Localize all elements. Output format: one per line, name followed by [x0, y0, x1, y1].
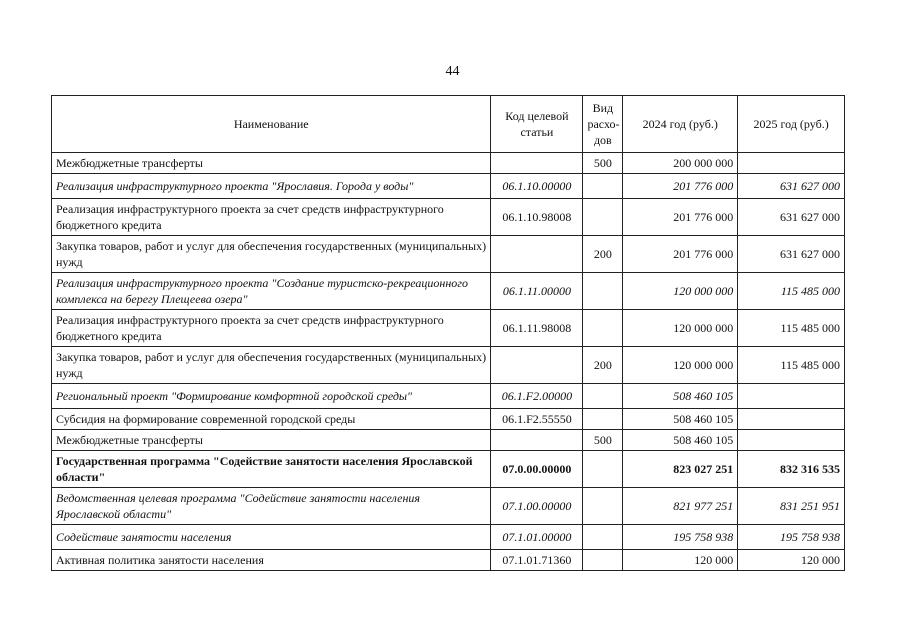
table-row [52, 550, 845, 571]
cell-name: Реализация инфраструктурного проекта за счет средств инфраструктурного бюджетного кредита [52, 199, 491, 236]
cell-amount-2024: 821 977 251 [623, 488, 738, 525]
cell-amount-2024: 120 000 000 [623, 273, 738, 310]
cell-amount-2024: 120 000 000 [623, 347, 738, 384]
cell-code: 06.1.10.98008 [491, 199, 583, 236]
cell-amount-2025: 831 251 951 [738, 488, 845, 525]
cell-name: Содействие занятости населения [52, 525, 491, 550]
cell-code: 06.1.10.00000 [491, 174, 583, 199]
cell-amount-2025: 832 316 535 [738, 451, 845, 488]
cell-amount-2024: 508 460 105 [623, 384, 738, 409]
cell-name: Региональный проект "Формирование комфортной городской среды" [52, 384, 491, 409]
cell-code: 06.1.11.00000 [491, 273, 583, 310]
cell-name: Межбюджетные трансферты [52, 153, 491, 174]
cell-expense-type: 500 [583, 430, 623, 451]
cell-code [491, 430, 583, 451]
table-row [52, 310, 845, 347]
cell-amount-2024: 195 758 938 [623, 525, 738, 550]
cell-expense-type [583, 199, 623, 236]
cell-expense-type [583, 384, 623, 409]
cell-amount-2025: 631 627 000 [738, 199, 845, 236]
cell-expense-type: 500 [583, 153, 623, 174]
cell-amount-2025: 115 485 000 [738, 273, 845, 310]
cell-amount-2025: 115 485 000 [738, 347, 845, 384]
cell-expense-type [583, 525, 623, 550]
cell-expense-type [583, 273, 623, 310]
cell-amount-2024: 201 776 000 [623, 174, 738, 199]
table-row [52, 273, 845, 310]
header-2024: 2024 год (руб.) [623, 96, 738, 153]
cell-name: Ведомственная целевая программа "Содействие занятости населения Ярославской области" [52, 488, 491, 525]
page-number: 44 [445, 64, 460, 79]
header-2025: 2025 год (руб.) [738, 96, 845, 153]
cell-amount-2024: 823 027 251 [623, 451, 738, 488]
cell-amount-2025: 195 758 938 [738, 525, 845, 550]
table-row [52, 384, 845, 409]
cell-expense-type [583, 488, 623, 525]
cell-amount-2024: 508 460 105 [623, 430, 738, 451]
cell-name: Реализация инфраструктурного проекта "Ярославия. Города у воды" [52, 174, 491, 199]
cell-name: Субсидия на формирование современной городской среды [52, 409, 491, 430]
cell-code: 06.1.F2.00000 [491, 384, 583, 409]
cell-code: 07.1.01.71360 [491, 550, 583, 571]
cell-amount-2024: 508 460 105 [623, 409, 738, 430]
table-row [52, 525, 845, 550]
cell-amount-2024: 200 000 000 [623, 153, 738, 174]
budget-table [51, 95, 845, 571]
cell-expense-type: 200 [583, 347, 623, 384]
cell-name: Реализация инфраструктурного проекта за счет средств инфраструктурного бюджетного кредита [52, 310, 491, 347]
table-row [52, 488, 845, 525]
cell-code: 06.1.F2.55550 [491, 409, 583, 430]
table-row [52, 409, 845, 430]
cell-code: 07.1.01.00000 [491, 525, 583, 550]
table-body [52, 153, 845, 571]
cell-amount-2025 [738, 153, 845, 174]
cell-code [491, 153, 583, 174]
cell-code: 07.1.00.00000 [491, 488, 583, 525]
header-type: Вид расхо-дов [583, 96, 623, 153]
table-header-row [52, 96, 845, 153]
cell-amount-2024: 201 776 000 [623, 199, 738, 236]
cell-amount-2025 [738, 430, 845, 451]
table-row [52, 347, 845, 384]
cell-name: Закупка товаров, работ и услуг для обеспечения государственных (муниципальных) нужд [52, 347, 491, 384]
cell-expense-type: 200 [583, 236, 623, 273]
cell-name: Межбюджетные трансферты [52, 430, 491, 451]
cell-expense-type [583, 409, 623, 430]
cell-amount-2025: 631 627 000 [738, 236, 845, 273]
header-code: Код целевой статьи [491, 96, 583, 153]
cell-name: Реализация инфраструктурного проекта "Создание туристско-рекреационного комплекса на берегу Плещеева озера" [52, 273, 491, 310]
table-row [52, 174, 845, 199]
cell-code [491, 347, 583, 384]
cell-name: Закупка товаров, работ и услуг для обеспечения государственных (муниципальных) нужд [52, 236, 491, 273]
cell-amount-2024: 120 000 [623, 550, 738, 571]
cell-code: 06.1.11.98008 [491, 310, 583, 347]
cell-amount-2025: 631 627 000 [738, 174, 845, 199]
table-row [52, 153, 845, 174]
cell-amount-2025 [738, 409, 845, 430]
cell-amount-2024: 120 000 000 [623, 310, 738, 347]
header-name: Наименование [52, 96, 491, 153]
table-row [52, 236, 845, 273]
cell-code: 07.0.00.00000 [491, 451, 583, 488]
cell-name: Государственная программа "Содействие занятости населения Ярославской области" [52, 451, 491, 488]
cell-expense-type [583, 550, 623, 571]
cell-code [491, 236, 583, 273]
cell-amount-2025: 120 000 [738, 550, 845, 571]
cell-name: Активная политика занятости населения [52, 550, 491, 571]
cell-amount-2025: 115 485 000 [738, 310, 845, 347]
table-row [52, 199, 845, 236]
cell-amount-2025 [738, 384, 845, 409]
table-row [52, 430, 845, 451]
table-row [52, 451, 845, 488]
cell-expense-type [583, 174, 623, 199]
cell-expense-type [583, 451, 623, 488]
cell-expense-type [583, 310, 623, 347]
cell-amount-2024: 201 776 000 [623, 236, 738, 273]
